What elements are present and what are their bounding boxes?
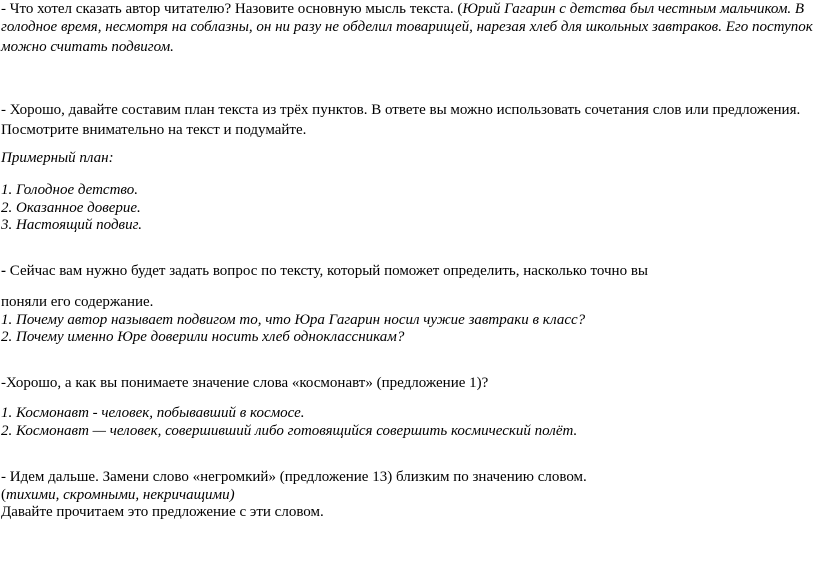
synonym-answers: тихими, скромными, некричащими) [6,487,235,503]
answer-main-idea-line-2: голодное время, несмотря на соблазны, он ни разу не обделил товарищей, нарезая хлеб для школьных завтраков. Его поступок [1,19,813,35]
question-task-line-2: поняли его содержание. [1,294,154,310]
answer-main-idea: Юрий Гагарин с детства был честным мальчиком. В [462,1,805,17]
synonym-task-line-1: - Идем дальше. Замени слово «негромкий» (предложение 13) близким по значению словом. [1,469,587,485]
cosmonaut-definition-1: 1. Космонавт - человек, побывавший в космосе. [1,405,305,421]
synonym-task-line-3: Давайте прочитаем это предложение с эти словом. [1,504,324,520]
answer-main-idea-line-3: можно считать подвигом. [1,39,174,55]
sample-question-1: 1. Почему автор называет подвигом то, что Юра Гагарин носил чужие завтраки в класс? [1,312,586,328]
synonym-answer-line: (тихими, скромными, некричащими) [1,487,235,503]
question-main-idea-line-1: - Что хотел сказать автор читателю? Назовите основную мысль текста. (Юрий Гагарин с детства был честным мальчиком. В [1,1,805,17]
plan-heading: Примерный план: [1,150,114,166]
cosmonaut-question: -Хорошо, а как вы понимаете значение слова «космонавт» (предложение 1)? [1,375,489,391]
plan-item-3: 3. Настоящий подвиг. [1,217,142,233]
plan-item-1: 1. Голодное детство. [1,182,138,198]
cosmonaut-definition-2: 2. Космонавт — человек, совершивший либо готовящийся совершить космический полёт. [1,423,578,439]
plan-item-2: 2. Оказанное доверие. [1,200,141,216]
plan-instruction-line-1: - Хорошо, давайте составим план текста из трёх пунктов. В ответе вы можно использовать сочетания слов или предложения. [1,102,801,118]
question-task-line-1: - Сейчас вам нужно будет задать вопрос по тексту, который поможет определить, насколько точно вы [1,263,648,279]
sample-question-2: 2. Почему именно Юре доверили носить хлеб одноклассникам? [1,329,405,345]
plan-instruction-line-2: Посмотрите внимательно на текст и подумайте. [1,122,307,138]
